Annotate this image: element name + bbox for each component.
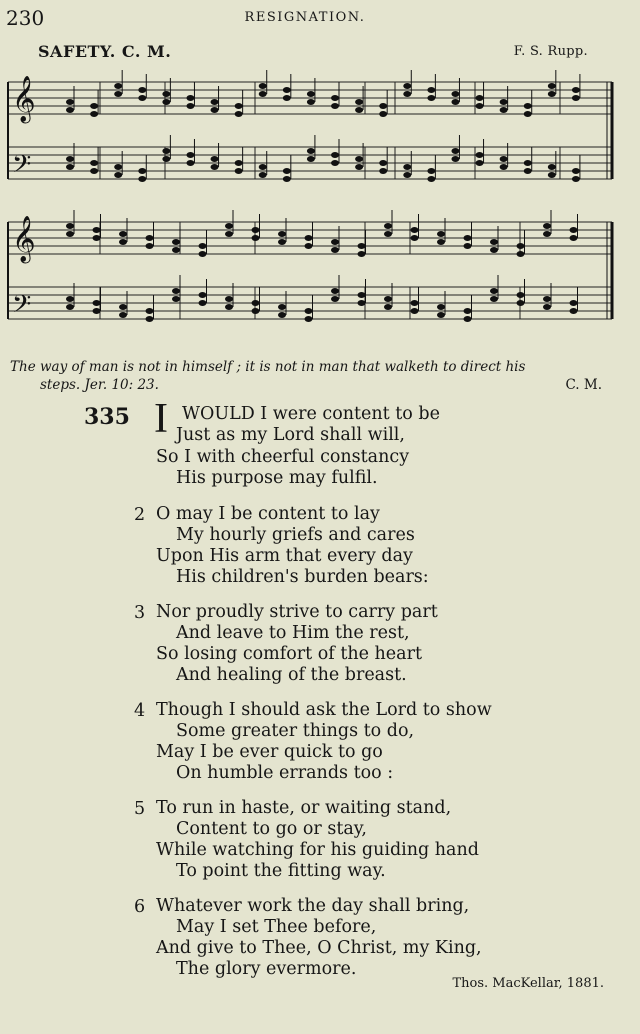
note-head [225,296,233,302]
note-head [199,243,207,249]
note-head [305,308,313,314]
note-head [331,103,339,109]
note-head [548,164,556,170]
note-head [543,304,551,310]
note-head [146,308,154,314]
verse-line: So I with cheerful constancy [156,447,410,467]
note-head [66,99,74,105]
note-head [252,235,260,241]
bass-clef: 𝄢 [12,290,32,325]
stanza-number: 2 [134,505,146,525]
note-head [66,296,74,302]
stanza-number: 4 [134,701,146,721]
note-head [451,148,459,154]
note-head [114,83,122,89]
note-head [331,239,339,245]
note-head [283,176,291,182]
note-head [305,316,313,322]
verse-line: His purpose may fulfil. [176,468,378,488]
note-head [500,164,508,170]
note-head [358,251,366,257]
note-head [572,95,580,101]
tune-name: SAFETY. C. M. [38,42,172,61]
note-head [331,288,339,294]
note-head [490,296,498,302]
note-head [186,103,194,109]
note-head [464,235,472,241]
note-head [437,304,445,310]
note-head [162,148,170,154]
note-head [476,152,484,158]
note-head [225,223,233,229]
composer: F. S. Rupp. [513,44,588,59]
verse-line: And give to Thee, O Christ, my King, [156,938,482,958]
verse-line: To point the fitting way. [176,861,386,881]
note-head [572,87,580,93]
note-head [138,87,146,93]
note-head [500,99,508,105]
page-number: 230 [6,6,45,30]
bass-clef: 𝄢 [12,150,32,185]
note-head [305,243,313,249]
music-score [0,62,640,352]
note-head [90,103,98,109]
note-head [307,156,315,162]
note-head [172,288,180,294]
note-head [259,83,267,89]
note-head [259,91,267,97]
note-head [572,176,580,182]
note-head [66,164,74,170]
stanza-number: 6 [134,897,146,917]
author-attribution: Thos. MacKellar, 1881. [452,976,604,991]
note-head [572,168,580,174]
note-head [138,95,146,101]
note-head [283,168,291,174]
verse-line: Whatever work the day shall bring, [156,896,470,916]
note-head [138,168,146,174]
note-head [186,152,194,158]
verse-line: The glory evermore. [176,959,357,979]
note-head [93,227,101,233]
note-head [146,316,154,322]
note-head [278,312,286,318]
note-head [543,296,551,302]
note-head [278,231,286,237]
note-head [90,111,98,117]
verse-line: O may I be content to lay [156,504,380,524]
note-head [146,243,154,249]
note-head [411,227,419,233]
note-head [199,300,207,306]
note-head [476,103,484,109]
note-head [384,231,392,237]
note-head [543,223,551,229]
note-head [379,160,387,166]
note-head [437,239,445,245]
note-head [138,176,146,182]
note-head [379,168,387,174]
note-head [252,300,260,306]
verse-line: So losing comfort of the heart [156,644,422,664]
note-head [355,107,363,113]
note-head [119,239,127,245]
note-head [66,156,74,162]
verse-line: Some greater things to do, [176,721,415,741]
note-head [464,316,472,322]
note-head [331,160,339,166]
verse-line: May I be ever quick to go [156,742,383,762]
note-head [548,91,556,97]
note-head [524,160,532,166]
note-head [490,288,498,294]
note-head [476,160,484,166]
verse-line: To run in haste, or waiting stand, [156,798,452,818]
note-head [355,156,363,162]
note-head [570,235,578,241]
note-head [570,300,578,306]
note-head [211,164,219,170]
verse-line: His children's burden bears: [176,567,429,587]
note-head [235,103,243,109]
note-head [500,107,508,113]
note-head [331,152,339,158]
stanza-number: 5 [134,799,146,819]
stanza-number: 3 [134,603,146,623]
note-head [162,156,170,162]
note-head [331,95,339,101]
note-head [517,243,525,249]
verse-line: Just as my Lord shall will, [176,425,405,445]
note-head [114,164,122,170]
note-head [517,300,525,306]
note-head [199,251,207,257]
note-head [524,103,532,109]
verse-line: While watching for his guiding hand [156,840,479,860]
verse-line: May I set Thee before, [176,917,377,937]
note-head [252,227,260,233]
note-head [403,172,411,178]
note-head [307,91,315,97]
note-head [93,235,101,241]
note-head [235,111,243,117]
note-head [278,304,286,310]
note-head [524,168,532,174]
note-head [355,99,363,105]
meter: C. M. [565,377,602,393]
note-head [211,107,219,113]
note-head [278,239,286,245]
note-head [331,296,339,302]
note-head [235,160,243,166]
note-head [307,148,315,154]
note-head [186,95,194,101]
verse-line: My hourly griefs and cares [176,525,415,545]
note-head [211,99,219,105]
verse-line: Upon His arm that every day [156,546,413,566]
note-head [186,160,194,166]
note-head [379,111,387,117]
note-head [355,164,363,170]
note-head [358,292,366,298]
note-head [570,227,578,233]
note-head [437,312,445,318]
note-head [114,91,122,97]
note-head [517,292,525,298]
note-head [500,156,508,162]
note-head [524,111,532,117]
note-head [437,231,445,237]
note-head [403,164,411,170]
note-head [259,164,267,170]
verse-line: On humble errands too : [176,763,394,783]
note-head [358,243,366,249]
note-head [235,168,243,174]
note-head [427,95,435,101]
note-head [427,87,435,93]
note-head [283,95,291,101]
note-head [283,87,291,93]
note-head [114,172,122,178]
note-head [93,308,101,314]
note-head [66,304,74,310]
note-head [90,160,98,166]
note-head [517,251,525,257]
note-head [490,239,498,245]
note-head [225,231,233,237]
note-head [451,91,459,97]
note-head [451,99,459,105]
note-head [172,247,180,253]
note-head [119,312,127,318]
note-head [162,99,170,105]
note-head [259,172,267,178]
note-head [384,304,392,310]
note-head [476,95,484,101]
first-line: WOULD I were content to be [182,404,440,424]
running-head: RESIGNATION. [244,10,366,25]
note-head [119,231,127,237]
note-head [252,308,260,314]
note-head [331,247,339,253]
note-head [464,308,472,314]
note-head [548,172,556,178]
note-head [146,235,154,241]
note-head [307,99,315,105]
note-head [403,83,411,89]
note-head [119,304,127,310]
note-head [358,300,366,306]
verse-line: Though I should ask the Lord to show [156,700,492,720]
note-head [543,231,551,237]
verse-line: Nor proudly strive to carry part [156,602,438,622]
verse-line: Content to go or stay, [176,819,367,839]
verse-line: And healing of the breast. [176,665,407,685]
note-head [427,176,435,182]
note-head [411,235,419,241]
note-head [172,239,180,245]
note-head [384,296,392,302]
note-head [305,235,313,241]
note-head [199,292,207,298]
note-head [379,103,387,109]
note-head [66,231,74,237]
note-head [211,156,219,162]
treble-clef: 𝄞 [12,76,36,122]
note-head [225,304,233,310]
drop-cap: I [154,396,168,442]
note-head [162,91,170,97]
note-head [490,247,498,253]
note-head [66,107,74,113]
note-head [384,223,392,229]
note-head [411,300,419,306]
note-head [93,300,101,306]
hymn-number: 335 [84,404,130,430]
note-head [548,83,556,89]
note-head [90,168,98,174]
epigraph-line-2: steps. Jer. 10: 23. [40,377,159,393]
note-head [570,308,578,314]
epigraph-line-1: The way of man is not in himself ; it is not in man that walketh to direct his [10,359,526,375]
note-head [451,156,459,162]
treble-clef: 𝄞 [12,216,36,262]
note-head [427,168,435,174]
note-head [411,308,419,314]
note-head [403,91,411,97]
note-head [464,243,472,249]
note-head [66,223,74,229]
note-head [172,296,180,302]
verse-line: And leave to Him the rest, [176,623,410,643]
